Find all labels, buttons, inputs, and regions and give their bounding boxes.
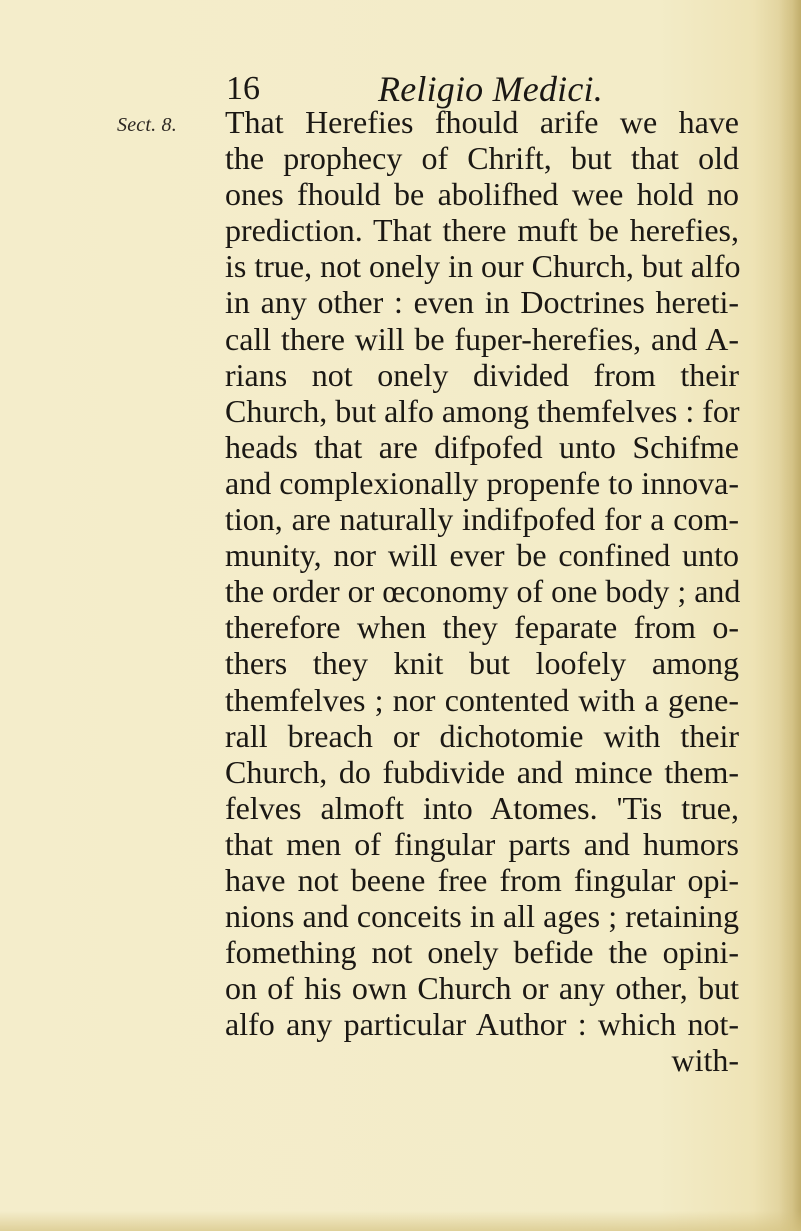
text-line: That Herefies fhould arife we have [225, 104, 739, 140]
text-line: munity, nor will ever be confined unto [225, 537, 739, 574]
text-line: on of his own Church or any other, but [225, 970, 739, 1007]
text-line: tion, are naturally indifpofed for a com- [225, 501, 739, 538]
text-line: felves almoft into Atomes. 'Tis true, [225, 789, 739, 826]
text-line: the prophecy of Chrift, but that old [225, 140, 739, 177]
text-line: call there will be fuper-herefies, and A- [225, 320, 739, 357]
text-line: prediction. That there muft be herefies, [225, 212, 739, 249]
section-margin-note: Sect. 8. [117, 114, 177, 136]
text-line: Church, but alfo among themfelves : for [225, 392, 740, 429]
text-line: nions and conceits in all ages ; retaining [225, 898, 739, 935]
text-line: rall breach or dichotomie with their [225, 717, 739, 754]
text-line: themfelves ; nor contented with a gene- [225, 681, 739, 718]
text-line: alfo any particular Author : which not- [225, 1006, 739, 1043]
text-line: is true, not onely in our Church, but alfo [225, 248, 741, 285]
text-line: rians not onely divided from their [225, 356, 739, 393]
text-line: and complexionally propenfe to innova- [225, 464, 739, 501]
page-bottom-edge [0, 1211, 801, 1231]
text-line: that men of fingular parts and humors [225, 825, 739, 862]
text-line: in any other : even in Doctrines hereti- [225, 284, 739, 321]
text-line: heads that are difpofed unto Schifme [225, 428, 739, 465]
text-line: fomething not onely befide the opini- [225, 934, 739, 971]
text-line: therefore when they feparate from o- [225, 609, 739, 646]
text-line: the order or œconomy of one body ; and [225, 573, 741, 610]
body-text [225, 104, 739, 1079]
page-header [0, 0, 801, 110]
page-edge-shadow [779, 0, 801, 1231]
text-line: ones fhould be abolifhed wee hold no [225, 176, 739, 213]
text-line: thers they knit but loofely among [225, 645, 739, 682]
running-title: Religio Medici. [378, 69, 603, 109]
catchword: with- [671, 1042, 739, 1079]
text-line: Church, do fubdivide and mince them- [225, 753, 739, 790]
page-number: 16 [226, 70, 260, 107]
text-line: have not beene free from fingular opi- [225, 861, 739, 898]
